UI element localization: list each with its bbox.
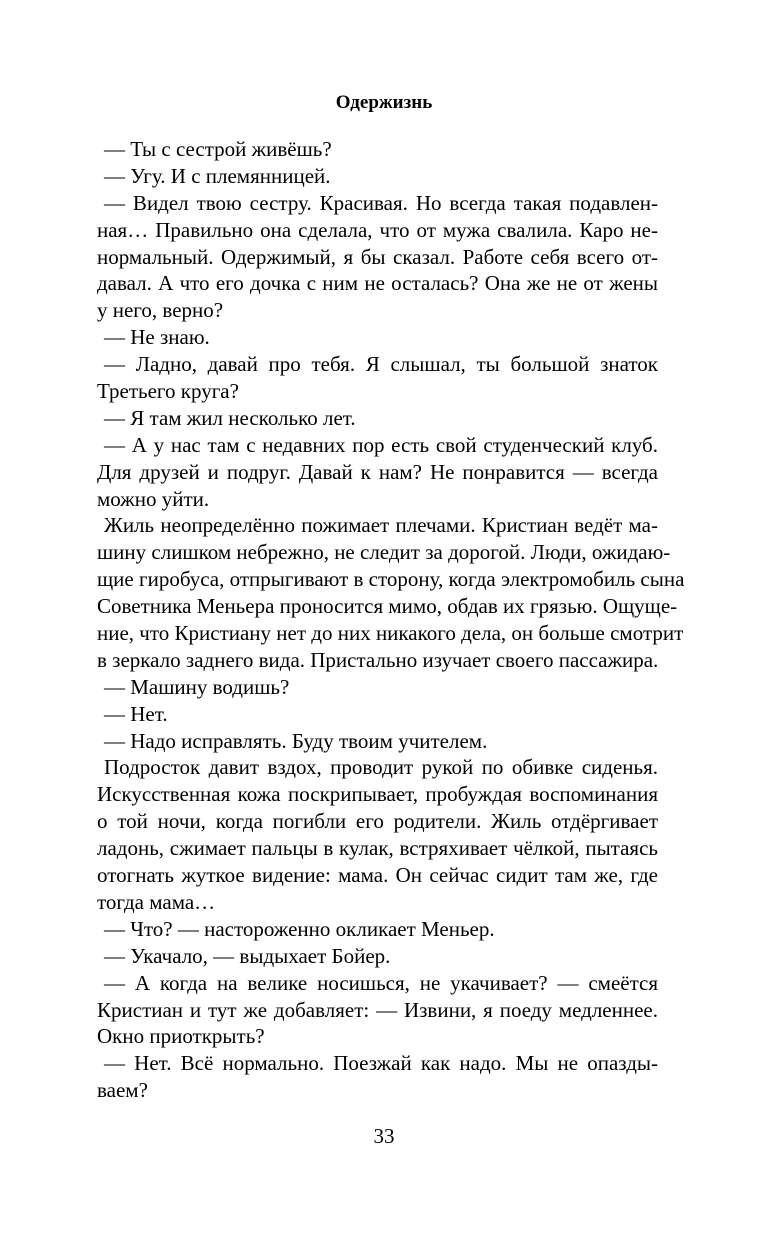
paragraph	[97, 163, 658, 190]
text-line: Жиль неопределённо пожимает плечами. Кристиан ведёт ма-	[104, 513, 658, 538]
text-line: Третьего круга?	[97, 379, 239, 404]
text-line: ние, что Кристиану нет до них никакого дела, он больше смотрит	[97, 621, 684, 646]
paragraph	[97, 405, 658, 432]
text-line: — Ладно, давай про тебя. Я слышал, ты большой знаток	[104, 352, 658, 377]
text-line: отогнать жуткое видение: мама. Он сейчас сидит там же, где	[97, 863, 658, 888]
text-line: давал. А что его дочка с ним не осталась? Она же не от жены	[97, 271, 658, 296]
paragraph	[97, 674, 658, 701]
paragraph	[97, 324, 658, 351]
text-line: — Надо исправлять. Буду твоим учителем.	[104, 728, 488, 753]
paragraph	[97, 970, 658, 1051]
paragraph	[97, 728, 658, 755]
paragraph	[97, 943, 658, 970]
paragraph	[97, 432, 658, 513]
text-line: ладонь, сжимает пальцы в кулак, встряхивает чёлкой, пытаясь	[97, 836, 658, 861]
paragraph	[97, 136, 658, 163]
text-line: шину слишком небрежно, не следит за дорогой. Люди, ожидаю-	[97, 540, 671, 565]
text-line: можно уйти.	[97, 486, 210, 511]
paragraph	[97, 754, 658, 915]
text-line: — Укачало, — выдыхает Бойер.	[104, 943, 391, 968]
text-line: — Нет.	[104, 701, 168, 726]
text-line: — А у нас там с недавних пор есть свой студенческий клуб.	[104, 432, 658, 457]
text-line: ная… Правильно она сделала, что от мужа свалила. Каро не-	[97, 217, 658, 242]
text-line: о той ночи, когда погибли его родители. Жиль отдёргивает	[97, 809, 658, 834]
text-line: Искусственная кожа поскрипывает, пробуждая воспоминания	[97, 782, 658, 807]
text-line: — Я там жил несколько лет.	[104, 405, 356, 430]
text-line: у него, верно?	[97, 298, 224, 323]
text-line: Подросток давит вздох, проводит рукой по обивке сиденья.	[104, 755, 658, 780]
text-line: — Не знаю.	[104, 325, 210, 350]
paragraph	[97, 1050, 658, 1104]
text-line: Окно приоткрыть?	[97, 1024, 265, 1049]
text-line: — Машину водишь?	[104, 674, 290, 699]
paragraph	[97, 512, 685, 673]
text-line: — Нет. Всё нормально. Поезжай как надо. Мы не опазды-	[104, 1051, 658, 1076]
page-body-text	[97, 136, 685, 1104]
text-line: — Что? — настороженно окликает Меньер.	[104, 916, 495, 941]
text-line: Для друзей и подруг. Давай к нам? Не понравится — всегда	[97, 459, 658, 484]
running-header: Одержизнь	[335, 92, 433, 113]
text-line: — Ты с сестрой живёшь?	[104, 137, 332, 161]
text-line: щие гиробуса, отпрыгивают в сторону, когда электромобиль сына	[97, 567, 685, 592]
text-line: Советника Меньера проносится мимо, обдав их грязью. Ощуще-	[97, 594, 678, 619]
paragraph	[97, 351, 658, 405]
paragraph	[97, 916, 658, 943]
text-line: — Угу. И с племянницей.	[104, 163, 331, 188]
text-line: тогда мама…	[97, 889, 216, 914]
page-number: 33	[373, 1124, 395, 1148]
text-line: Кристиан и тут же добавляет: — Извини, я поеду медленнее.	[97, 997, 658, 1022]
text-line: — Видел твою сестру. Красивая. Но всегда такая подавлен-	[104, 190, 658, 215]
text-line: нормальный. Одержимый, я бы сказал. Работе себя всего от-	[97, 244, 658, 269]
paragraph	[97, 701, 658, 728]
text-line: в зеркало заднего вида. Пристально изучает своего пассажира.	[97, 647, 659, 672]
text-line: ваем?	[97, 1078, 148, 1103]
text-line: — А когда на велике носишься, не укачивает? — смеётся	[104, 970, 658, 995]
paragraph	[97, 190, 658, 324]
